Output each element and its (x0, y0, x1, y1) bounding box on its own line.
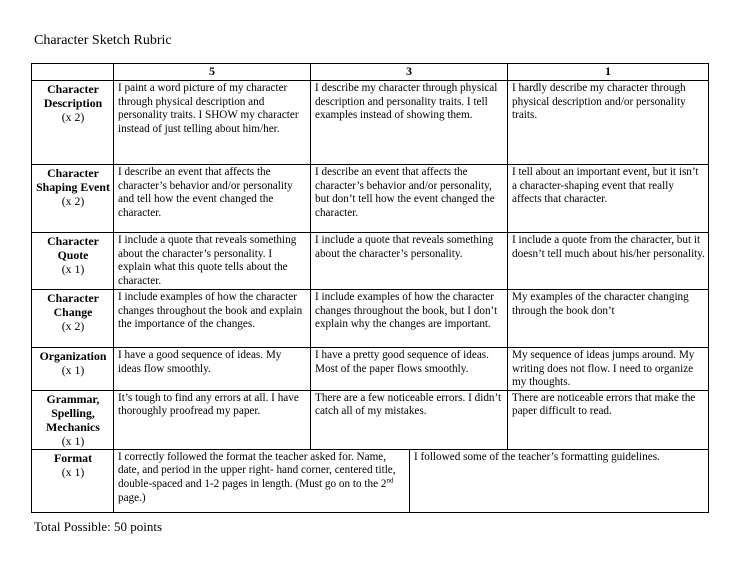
category-label: Character Quote (47, 234, 99, 263)
header-corner (32, 64, 114, 81)
header-score-3: 3 (311, 64, 508, 81)
weight-label: (x 2) (61, 110, 85, 125)
row-header (32, 165, 114, 233)
cell-format-partial: I followed some of the teacher’s formatting guidelines. (410, 449, 709, 512)
cell-score-1: I tell about an important event, but it isn’t a character-shaping event that really affects that character. (508, 165, 709, 233)
table-row (32, 233, 709, 290)
cell-score-3: There are a few noticeable errors. I didn’t catch all of my mistakes. (311, 390, 508, 449)
cell-score-1: I hardly describe my character through physical description and/or personality traits. (508, 81, 709, 165)
table-row (32, 348, 709, 391)
cell-score-3: I include examples of how the character changes throughout the book, but I don’t explain why the changes are important. (311, 290, 508, 348)
weight-label: (x 2) (61, 319, 85, 334)
row-header (32, 390, 114, 449)
cell-score-3: I have a pretty good sequence of ideas. Most of the paper flows smoothly. (311, 348, 508, 391)
cell-score-3: I include a quote that reveals something about the character’s personality. (311, 233, 508, 290)
category-label: Character Change (47, 291, 99, 320)
row-header (32, 449, 114, 512)
page-title: Character Sketch Rubric (34, 33, 172, 48)
header-row (32, 64, 709, 81)
cell-score-5: I paint a word picture of my character through physical description and personality traits. I SHOW my character instead of just telling about him/her. (114, 81, 311, 165)
row-header (32, 290, 114, 348)
cell-score-1: My examples of the character changing through the book don’t (508, 290, 709, 348)
cell-score-3: I describe my character through physical description and personality traits. I tell examples instead of showing them. (311, 81, 508, 165)
cell-score-5: It’s tough to find any errors at all. I have thoroughly proofread my paper. (114, 390, 311, 449)
weight-label: (x 1) (61, 434, 85, 449)
cell-score-3: I describe an event that affects the character’s behavior and/or personality, but don’t tell how the event changed the character. (311, 165, 508, 233)
header-score-1: 1 (508, 64, 709, 81)
rubric-table (31, 63, 709, 513)
cell-score-5: I include examples of how the character changes throughout the book and explain the importance of the changes. (114, 290, 311, 348)
row-header (32, 81, 114, 165)
table-row (32, 81, 709, 165)
weight-label: (x 1) (61, 363, 85, 378)
cell-score-1: There are noticeable errors that make the paper difficult to read. (508, 390, 709, 449)
category-label: Organization (39, 349, 107, 363)
cell-score-5: I describe an event that affects the character’s behavior and/or personality and tell how the event changed the character. (114, 165, 311, 233)
format-full-sup-base: 2 (380, 477, 387, 490)
cell-format-full (114, 449, 410, 512)
category-label: Character Shaping Event (36, 166, 110, 195)
cell-score-5: I have a good sequence of ideas. My ideas flow smoothly. (114, 348, 311, 391)
table-row (32, 390, 709, 449)
header-score-5: 5 (114, 64, 311, 81)
format-full-sup: nd (386, 476, 394, 485)
format-full-text: I correctly followed the format the teacher asked for. Name, date, and period in the upper right- hand corner, centered title, double-spaced and 1-2 pages in length. (Must go on to the (118, 450, 396, 490)
cell-score-1: My sequence of ideas jumps around. My writing does not flow. I need to organize my thoughts. (508, 348, 709, 391)
weight-label: (x 2) (61, 194, 85, 209)
weight-label: (x 1) (61, 262, 85, 277)
category-label: Character Description (43, 82, 103, 111)
category-label: Grammar, Spelling, Mechanics (46, 391, 100, 435)
row-header (32, 348, 114, 391)
total-possible: Total Possible: 50 points (34, 519, 163, 534)
table-row (32, 290, 709, 348)
table-row-format (32, 449, 709, 512)
weight-label: (x 1) (61, 464, 85, 479)
cell-score-5: I include a quote that reveals something about the character’s personality. I explain what this quote tells about the character. (114, 233, 311, 290)
cell-score-1: I include a quote from the character, but it doesn’t tell much about his/her personality. (508, 233, 709, 290)
category-label: Format (54, 450, 92, 465)
format-full-tail: page.) (118, 491, 146, 504)
table-row (32, 165, 709, 233)
row-header (32, 233, 114, 290)
